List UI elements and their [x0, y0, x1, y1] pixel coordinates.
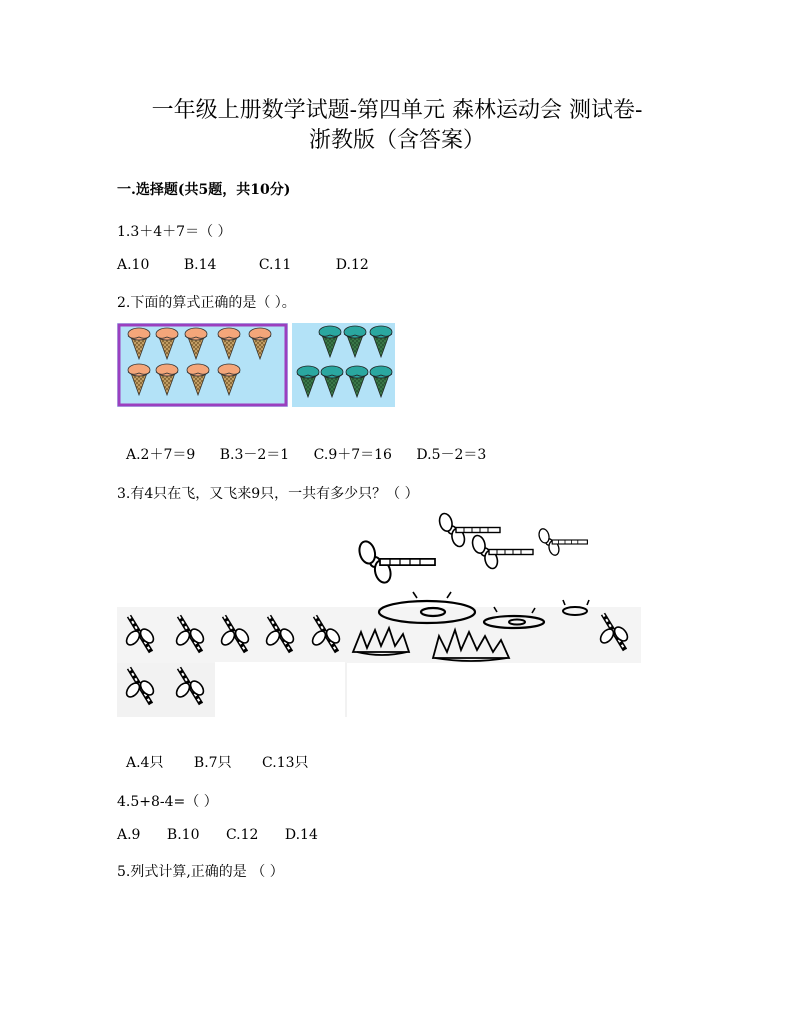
option-d: D.5－2＝3	[416, 447, 487, 463]
option-b: B.3－2＝1	[219, 447, 290, 463]
question-2-stem: 2.下面的算式正确的是（ ）。	[117, 295, 296, 311]
option-c: C.9＋7＝16	[313, 447, 392, 463]
option-a: A.9	[117, 827, 141, 843]
question-4-options	[117, 827, 340, 843]
question-2-options	[126, 444, 508, 464]
option-b: B.10	[166, 827, 200, 843]
option-c: C.13只	[262, 755, 309, 771]
section-heading: 一.选择题(共5题，共10分)	[117, 182, 291, 198]
option-c: C.11	[258, 257, 292, 273]
option-d: D.12	[335, 257, 369, 273]
option-a: A.4只	[126, 755, 164, 771]
ice-cream-figure	[117, 323, 397, 407]
question-4-stem: 4.5+8-4=（ ）	[117, 794, 218, 810]
flying-dragonflies	[357, 512, 587, 584]
question-3-stem: 3.有4只在飞，又飞来9只，一共有多少只？（ ）	[117, 486, 419, 502]
ice-cream-svg	[117, 323, 397, 407]
title-line-1: 一年级上册数学试题-第四单元 森林运动会 测试卷-	[151, 98, 643, 123]
option-b: B.14	[183, 257, 217, 273]
question-5-stem: 5.列式计算,正确的是 （ ）	[117, 864, 284, 880]
question-1-options	[117, 257, 391, 273]
dragonfly-svg	[117, 512, 647, 720]
option-d: D.14	[284, 827, 318, 843]
title-line-2: 浙教版（含答案）	[308, 128, 485, 153]
option-b: B.7只	[193, 755, 232, 771]
page-title	[0, 96, 794, 156]
option-a: A.10	[117, 257, 150, 273]
question-3-options	[126, 752, 331, 772]
option-c: C.12	[225, 827, 259, 843]
dragonfly-figure	[117, 512, 647, 720]
option-a: A.2＋7＝9	[126, 447, 196, 463]
question-1-stem: 1.3＋4＋7＝（ ）	[117, 224, 232, 240]
